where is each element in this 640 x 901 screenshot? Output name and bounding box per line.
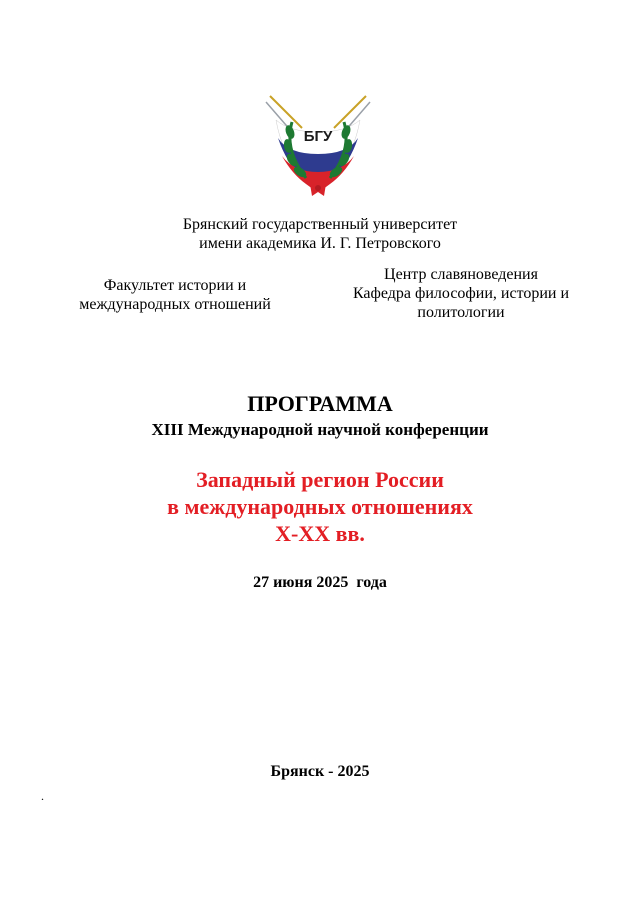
conference-title-line: Западный регион России: [196, 467, 444, 492]
city-year: Брянск - 2025: [270, 763, 370, 780]
emblem-text: БГУ: [303, 128, 333, 145]
conference-date: 27 июня 2025 года: [253, 574, 387, 591]
university-emblem-icon: [262, 92, 374, 202]
footer-mark: .: [41, 789, 44, 803]
university-name: Брянский государственный университет: [182, 216, 458, 233]
conference-title-line: в международных отношениях: [167, 494, 473, 519]
faculty-block: [58, 276, 292, 314]
department-line: Кафедра философии, истории и: [352, 285, 570, 302]
program-title: ПРОГРАММА: [247, 391, 393, 416]
program-subtitle: XIII Международной научной конференции: [151, 420, 489, 439]
center-block: [330, 265, 592, 322]
center-line: Центр славяноведения: [384, 266, 538, 283]
university-name-named: имени академика И. Г. Петровского: [199, 235, 441, 252]
conference-title-line: X-XX вв.: [275, 521, 365, 546]
faculty-line: Факультет истории и: [103, 277, 247, 294]
conference-title: [0, 466, 640, 547]
department-line: политологии: [417, 304, 505, 321]
faculty-line: международных отношений: [79, 296, 271, 313]
